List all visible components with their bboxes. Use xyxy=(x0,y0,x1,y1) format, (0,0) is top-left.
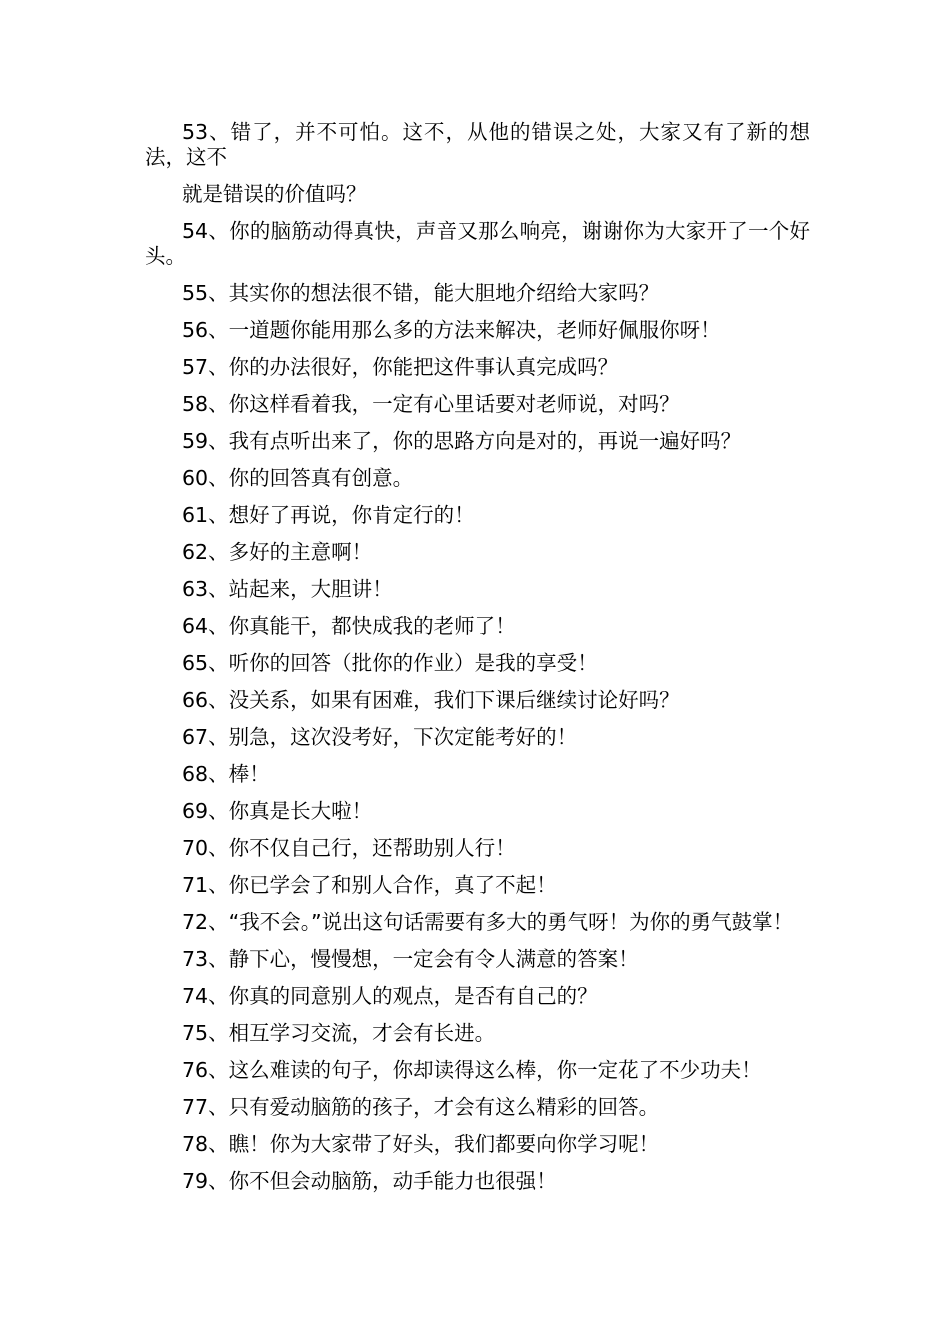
paragraph-53-continuation: 就是错误的价值吗？ xyxy=(182,182,367,206)
paragraph-71: 71、你已学会了和别人合作，真了不起！ xyxy=(182,873,557,897)
paragraph-57: 57、你的办法很好，你能把这件事认真完成吗？ xyxy=(182,355,619,379)
paragraph-67: 67、别急，这次没考好，下次定能考好的！ xyxy=(182,725,578,749)
paragraph-77: 77、只有爱动脑筋的孩子，才会有这么精彩的回答。 xyxy=(182,1095,660,1119)
paragraph-68: 68、棒！ xyxy=(182,762,270,786)
paragraph-61: 61、想好了再说，你肯定行的！ xyxy=(182,503,475,527)
paragraph-58: 58、你这样看着我，一定有心里话要对老师说，对吗？ xyxy=(182,392,680,416)
paragraph-62: 62、多好的主意啊！ xyxy=(182,540,373,564)
paragraph-79: 79、你不但会动脑筋，动手能力也很强！ xyxy=(182,1169,557,1193)
paragraph-73: 73、静下心，慢慢想，一定会有令人满意的答案！ xyxy=(182,947,639,971)
paragraph-56: 56、一道题你能用那么多的方法来解决，老师好佩服你呀！ xyxy=(182,318,721,342)
paragraph-53: 53、错了，并不可怕。这不，从他的错误之处，大家又有了新的想法，这不 xyxy=(145,120,810,169)
paragraph-66: 66、没关系，如果有困难，我们下课后继续讨论好吗？ xyxy=(182,688,680,712)
paragraph-70: 70、你不仅自己行，还帮助别人行！ xyxy=(182,836,516,860)
paragraph-76: 76、这么难读的句子，你却读得这么棒，你一定花了不少功夫！ xyxy=(182,1058,762,1082)
paragraph-65: 65、听你的回答（批你的作业）是我的享受！ xyxy=(182,651,598,675)
paragraph-74: 74、你真的同意别人的观点，是否有自己的？ xyxy=(182,984,598,1008)
paragraph-54: 54、你的脑筋动得真快，声音又那么响亮，谢谢你为大家开了一个好头。 xyxy=(145,219,810,268)
document-body xyxy=(145,120,810,1206)
paragraph-64: 64、你真能干，都快成我的老师了！ xyxy=(182,614,516,638)
paragraph-69: 69、你真是长大啦！ xyxy=(182,799,373,823)
paragraph-72: 72、“我不会。”说出这句话需要有多大的勇气呀！为你的勇气鼓掌！ xyxy=(182,910,794,934)
paragraph-60: 60、你的回答真有创意。 xyxy=(182,466,414,490)
paragraph-59: 59、我有点听出来了，你的思路方向是对的，再说一遍好吗？ xyxy=(182,429,742,453)
paragraph-63: 63、站起来，大胆讲！ xyxy=(182,577,393,601)
paragraph-75: 75、相互学习交流，才会有长进。 xyxy=(182,1021,496,1045)
paragraph-55: 55、其实你的想法很不错，能大胆地介绍给大家吗？ xyxy=(182,281,660,305)
paragraph-78: 78、瞧！你为大家带了好头，我们都要向你学习呢！ xyxy=(182,1132,660,1156)
